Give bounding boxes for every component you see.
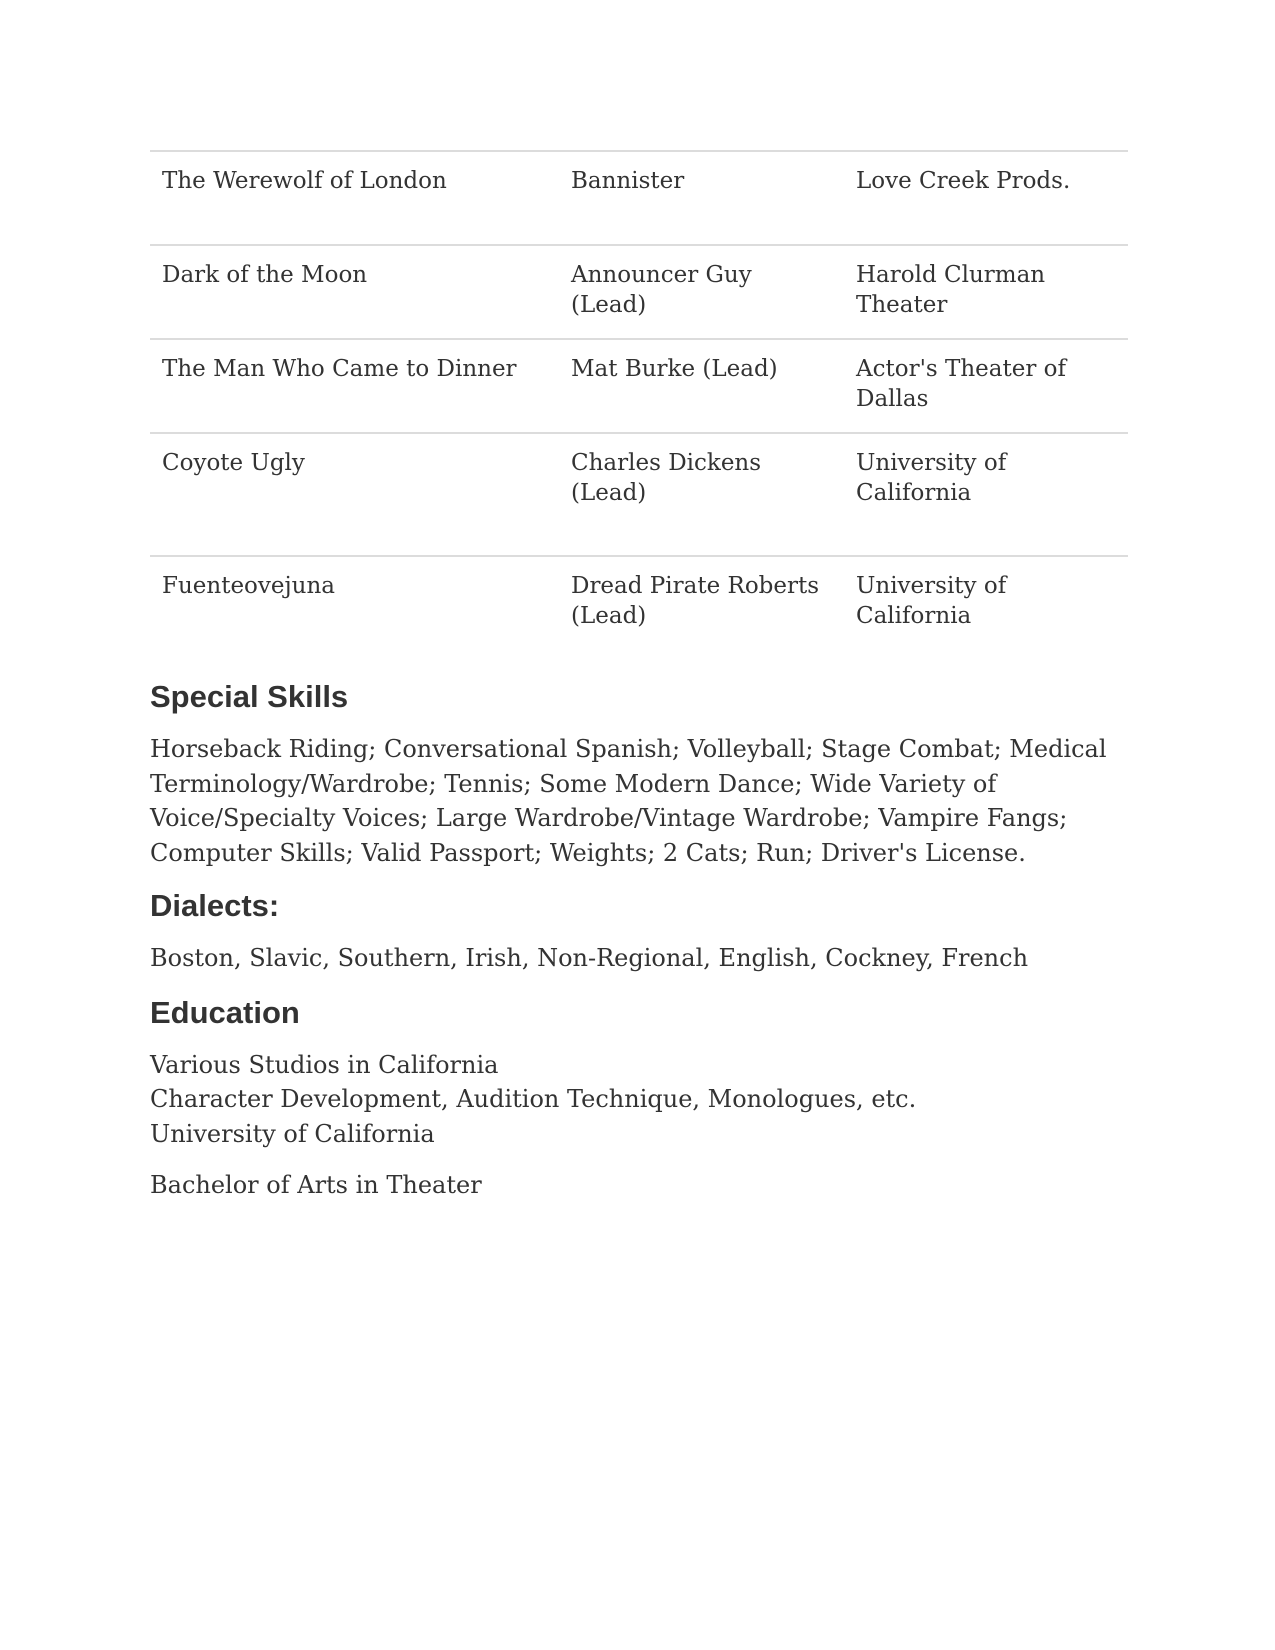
credits-table xyxy=(150,150,1128,663)
resume-page xyxy=(150,150,1128,1203)
table-row xyxy=(150,151,1128,245)
special-skills-heading: Special Skills xyxy=(150,679,349,714)
credit-role: Dread Pirate Roberts (Lead) xyxy=(549,556,840,663)
education-details xyxy=(150,1048,1128,1152)
credit-company: Love Creek Prods. xyxy=(840,151,1128,245)
credit-company: University of California xyxy=(840,556,1128,663)
special-skills-text: Horseback Riding; Conversational Spanish; Volleyball; Stage Combat; Medical Terminology/Wardrobe; Tennis; Some Modern Dance; Wide Variety of Voice/Specialty Voices; Large Wardrobe/Vintage Wardrobe; Vampire Fangs; Computer Skills; Valid Passport; Weights; 2 Cats; Run; Driver's License. xyxy=(150,735,1107,867)
credit-title: Dark of the Moon xyxy=(150,245,549,339)
credit-title: The Man Who Came to Dinner xyxy=(150,339,549,433)
table-row xyxy=(150,433,1128,556)
credit-title: The Werewolf of London xyxy=(150,151,549,245)
education-line: Various Studios in California xyxy=(150,1050,499,1079)
dialects-text: Boston, Slavic, Southern, Irish, Non-Regional, English, Cockney, French xyxy=(150,944,1029,972)
table-row xyxy=(150,339,1128,433)
credit-role: Mat Burke (Lead) xyxy=(549,339,840,433)
credit-role: Charles Dickens (Lead) xyxy=(549,433,840,556)
credit-company: Harold Clurman Theater xyxy=(840,245,1128,339)
credit-title: Coyote Ugly xyxy=(150,433,549,556)
credit-title: Fuenteovejuna xyxy=(150,556,549,663)
dialects-heading: Dialects: xyxy=(150,888,280,923)
table-row xyxy=(150,245,1128,339)
credit-role: Bannister xyxy=(549,151,840,245)
education-heading: Education xyxy=(150,994,300,1030)
education-line: University of California xyxy=(150,1119,435,1148)
credit-company: University of California xyxy=(840,433,1128,556)
credit-company: Actor's Theater of Dallas xyxy=(840,339,1128,433)
table-row xyxy=(150,556,1128,663)
credit-role: Announcer Guy (Lead) xyxy=(549,245,840,339)
education-line: Character Development, Audition Technique, Monologues, etc. xyxy=(150,1085,917,1113)
education-degree: Bachelor of Arts in Theater xyxy=(150,1171,482,1199)
